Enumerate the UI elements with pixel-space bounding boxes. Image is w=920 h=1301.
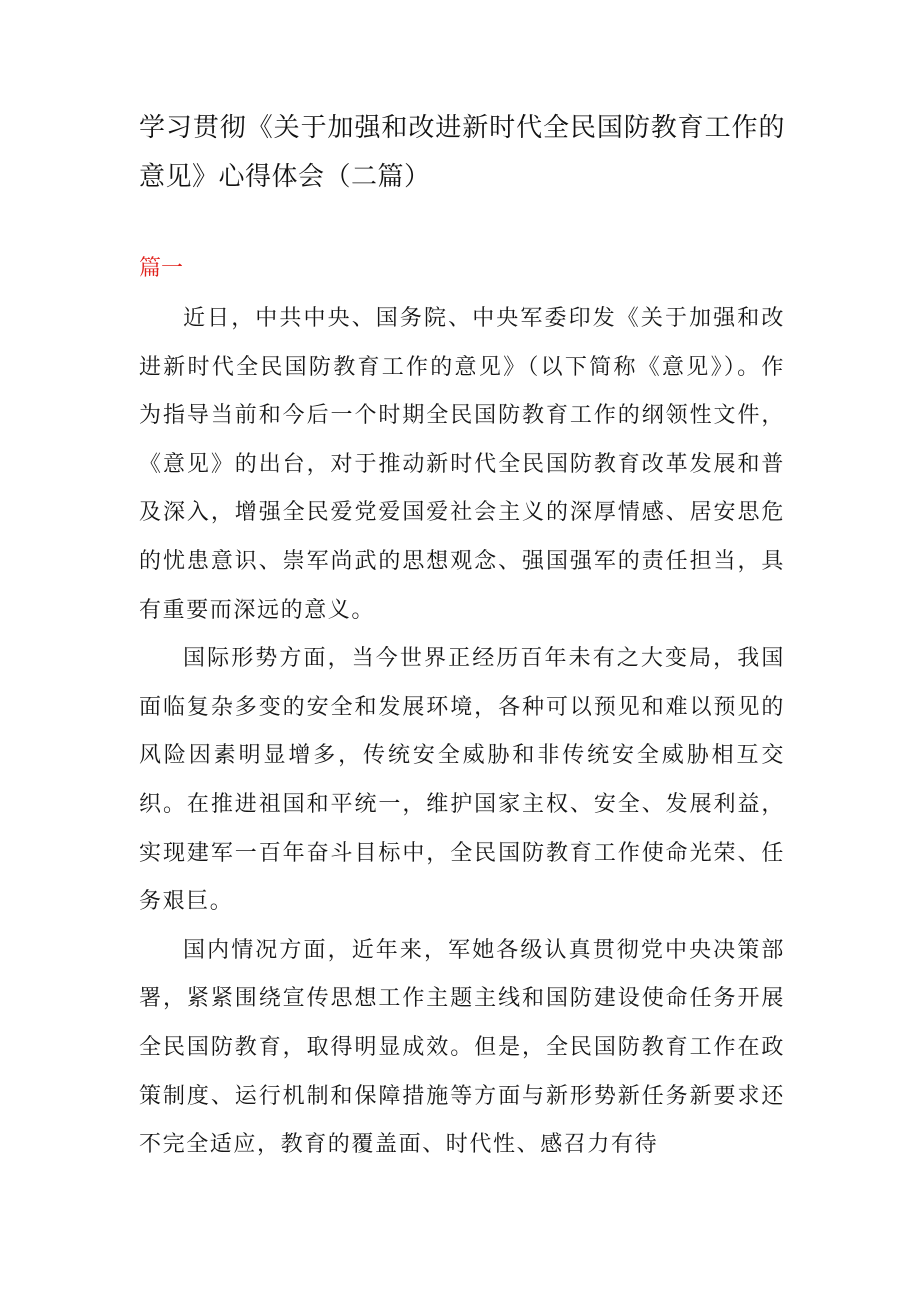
paragraph-international-situation: 国际形势方面，当今世界正经历百年未有之大变局，我国面临复杂多变的安全和发展环境，各种可以预见和难以预见的风险因素明显增多，传统安全威胁和非传统安全威胁相互交织。在推进祖国和平统一，维护国家主权、安全、发展利益，实现建军一百年奋斗目标中，全民国防教育工作使命光荣、任务艰巨。: [139, 646, 785, 915]
document-content: [139, 104, 785, 1170]
section-heading: 篇一: [139, 256, 184, 281]
document-title: 学习贯彻《关于加强和改进新时代全民国防教育工作的意见》心得体会（二篇）: [139, 113, 785, 192]
paragraph-domestic-situation: 国内情况方面，近年来，军她各级认真贯彻党中央决策部署，紧紧围绕宣传思想工作主题主线和国防建设使命任务开展全民国防教育，取得明显成效。但是，全民国防教育工作在政策制度、运行机制和保障措施等方面与新形势新任务新要求还不完全适应，教育的覆盖面、时代性、感召力有待: [139, 937, 785, 1158]
paragraph-intro: 近日，中共中央、国务院、中央军委印发《关于加强和改进新时代全民国防教育工作的意见》（以下简称《意见》）。作为指导当前和今后一个时期全民国防教育工作的纲领性文件，《意见》的出台，对于推动新时代全民国防教育改革发展和普及深入，增强全民爱党爱国爱社会主义的深厚情感、居安思危的忧患意识、崇军尚武的思想观念、强国强军的责任担当，具有重要而深远的意义。: [139, 306, 785, 623]
